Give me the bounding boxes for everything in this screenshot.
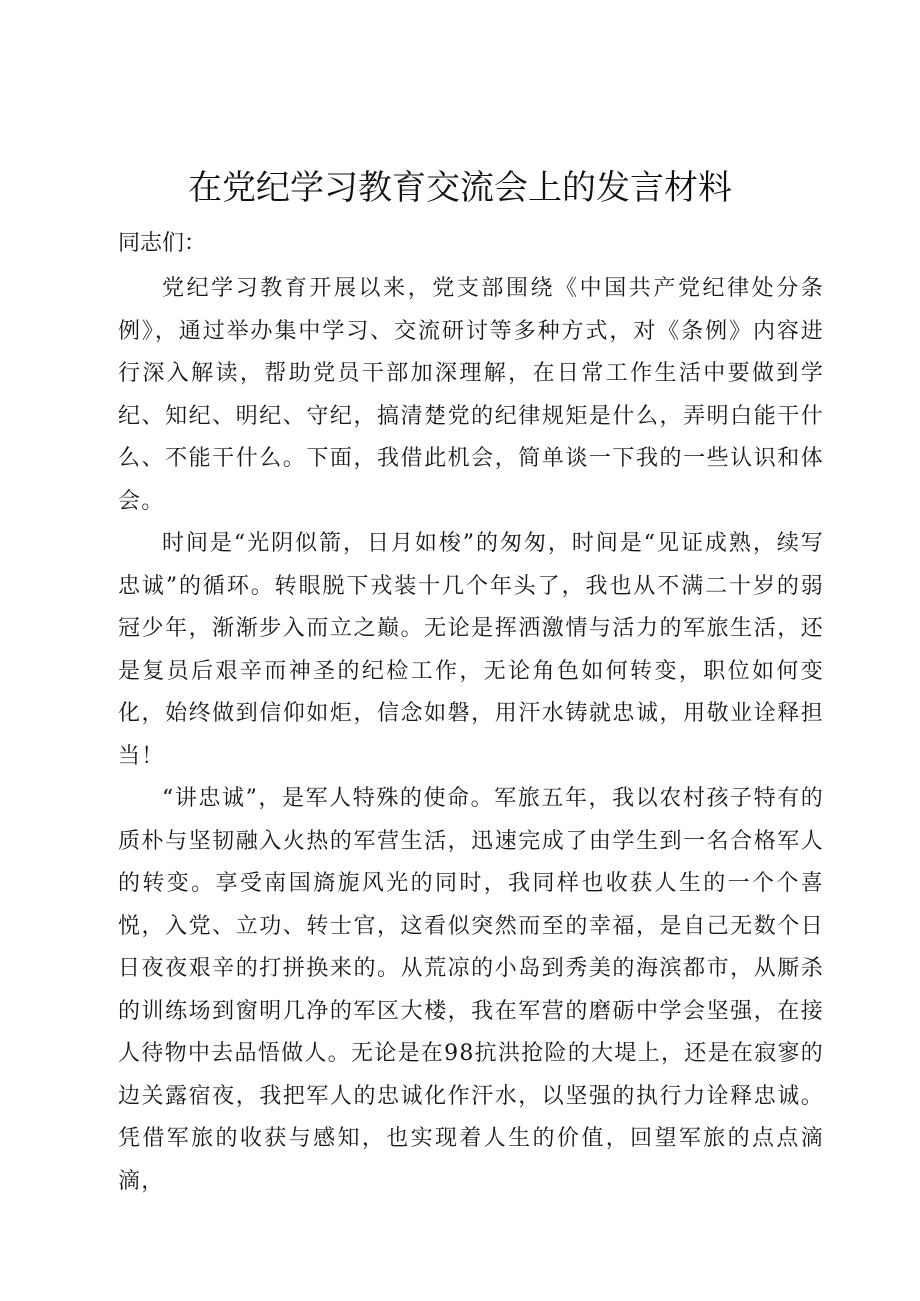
document-title: 在党纪学习教育交流会上的发言材料 bbox=[188, 168, 732, 208]
paragraph-loyalty: “讲忠诚”，是军人特殊的使命。军旅五年，我以农村孩子特有的质朴与坚韧融入火热的军营生活，迅速完成了由学生到一名合格军人的转变。享受南国旖旎风光的同时，我同样也收获人生的一个个喜悦，入党、立功、转士官，这看似突然而至的幸福，是自己无数个日日夜夜艰辛的打拼换来的。从荒凉的小岛到秀美的海滨都市，从厮杀的训练场到窗明几净的军区大楼，我在军营的磨砺中学会坚强，在接人待物中去品悟做人。无论是在98抗洪抢险的大堤上，还是在寂寥的边关露宿夜，我把军人的忠诚化作汗水，以坚强的执行力诠释忠诚。凭借军旅的收获与感知，也实现着人生的价值，回望军旅的点点滴滴， bbox=[118, 786, 824, 1194]
document-body bbox=[118, 268, 824, 1203]
salutation: 同志们： bbox=[118, 231, 207, 256]
paragraph-time: 时间是“光阴似箭，日月如梭”的匆匆，时间是“见证成熟，续写忠诚”的循环。转眼脱下戎装十几个年头了，我也从不满二十岁的弱冠少年，渐渐步入而立之巅。无论是挥洒激情与活力的军旅生活，还是复员后艰辛而神圣的纪检工作，无论角色如何转变，职位如何变化，始终做到信仰如炬，信念如磐，用汗水铸就忠诚，用敬业诠释担当！ bbox=[118, 531, 824, 769]
paragraph-intro: 党纪学习教育开展以来，党支部围绕《中国共产党纪律处分条例》，通过举办集中学习、交流研讨等多种方式，对《条例》内容进行深入解读，帮助党员干部加深理解，在日常工作生活中要做到学纪、知纪、明纪、守纪，搞清楚党的纪律规矩是什么，弄明白能干什么、不能干什么。下面，我借此机会，简单谈一下我的一些认识和体会。 bbox=[118, 276, 824, 514]
